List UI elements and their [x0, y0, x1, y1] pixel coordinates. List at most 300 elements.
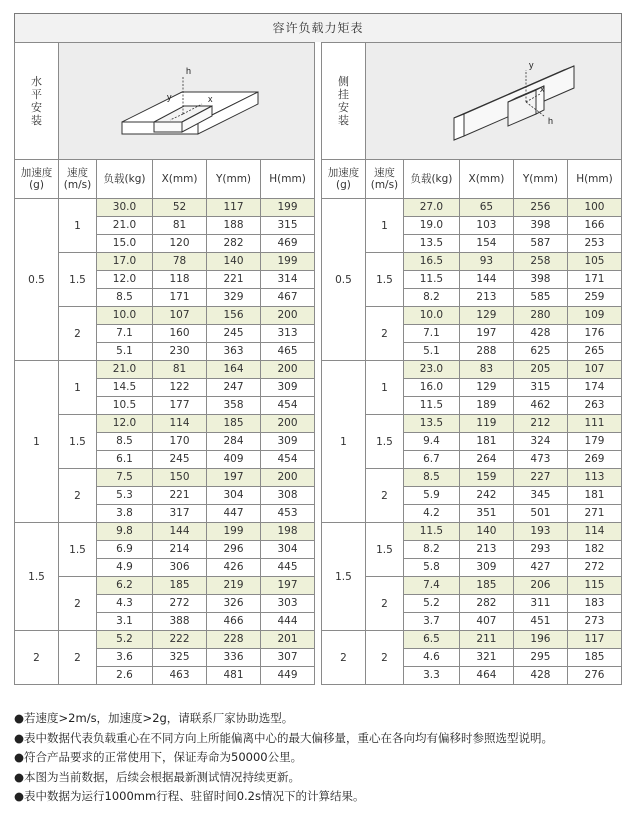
y-cell: 451 — [513, 613, 567, 631]
table-row — [321, 199, 621, 217]
y-cell: 473 — [513, 451, 567, 469]
x-cell: 118 — [153, 271, 207, 289]
y-cell: 428 — [513, 667, 567, 685]
speed-cell: 2 — [365, 631, 403, 685]
x-cell: 245 — [153, 451, 207, 469]
h-cell: 166 — [567, 217, 621, 235]
note-item: ●表中数据为运行1000mm行程、驻留时间0.2s情况下的计算结果。 — [14, 789, 365, 803]
horizontal-mount-table — [14, 42, 315, 685]
load-cell: 11.5 — [403, 397, 459, 415]
y-cell: 227 — [513, 469, 567, 487]
y-cell: 185 — [207, 415, 261, 433]
load-cell: 4.2 — [403, 505, 459, 523]
load-cell: 6.1 — [97, 451, 153, 469]
h-cell: 198 — [261, 523, 315, 541]
x-cell: 171 — [153, 289, 207, 307]
speed-cell: 1 — [59, 361, 97, 415]
h-cell: 303 — [261, 595, 315, 613]
y-cell: 164 — [207, 361, 261, 379]
x-cell: 351 — [459, 505, 513, 523]
y-cell: 462 — [513, 397, 567, 415]
load-cell: 7.5 — [97, 469, 153, 487]
h-cell: 259 — [567, 289, 621, 307]
load-cell: 16.0 — [403, 379, 459, 397]
load-cell: 6.2 — [97, 577, 153, 595]
header-row — [15, 160, 315, 199]
y-cell: 193 — [513, 523, 567, 541]
x-cell: 230 — [153, 343, 207, 361]
h-cell: 199 — [261, 199, 315, 217]
load-cell: 11.5 — [403, 271, 459, 289]
axis-x-label: x — [207, 93, 213, 104]
y-cell: 221 — [207, 271, 261, 289]
y-cell: 409 — [207, 451, 261, 469]
speed-cell: 2 — [365, 577, 403, 631]
speed-cell: 1 — [365, 361, 403, 415]
h-cell: 445 — [261, 559, 315, 577]
x-cell: 129 — [459, 307, 513, 325]
y-cell: 197 — [207, 469, 261, 487]
h-cell: 307 — [261, 649, 315, 667]
h-cell: 181 — [567, 487, 621, 505]
load-cell: 3.7 — [403, 613, 459, 631]
table-title: 容许负载力矩表 — [14, 13, 622, 42]
load-cell: 12.0 — [97, 415, 153, 433]
y-cell: 315 — [513, 379, 567, 397]
y-cell: 426 — [207, 559, 261, 577]
load-cell: 4.3 — [97, 595, 153, 613]
table-row — [321, 523, 621, 541]
h-cell: 117 — [567, 631, 621, 649]
h-cell: 182 — [567, 541, 621, 559]
note-item: ●若速度>2m/s，加速度>2g，请联系厂家协助选型。 — [14, 711, 294, 725]
y-cell: 625 — [513, 343, 567, 361]
speed-cell: 2 — [59, 577, 97, 631]
load-cell: 8.2 — [403, 541, 459, 559]
x-cell: 120 — [153, 235, 207, 253]
x-cell: 189 — [459, 397, 513, 415]
x-cell: 282 — [459, 595, 513, 613]
y-cell: 358 — [207, 397, 261, 415]
y-cell: 258 — [513, 253, 567, 271]
h-cell: 200 — [261, 307, 315, 325]
h-cell: 265 — [567, 343, 621, 361]
horizontal-rail-icon — [62, 44, 312, 156]
accel-cell: 2 — [15, 631, 59, 685]
load-cell: 15.0 — [97, 235, 153, 253]
side-table-body — [321, 199, 621, 685]
x-cell: 211 — [459, 631, 513, 649]
y-cell: 345 — [513, 487, 567, 505]
header-load: 负载(kg) — [97, 160, 153, 199]
x-cell: 81 — [153, 217, 207, 235]
speed-cell: 1.5 — [59, 253, 97, 307]
load-cell: 5.9 — [403, 487, 459, 505]
load-cell: 7.4 — [403, 577, 459, 595]
load-cell: 8.5 — [403, 469, 459, 487]
y-cell: 428 — [513, 325, 567, 343]
load-cell: 19.0 — [403, 217, 459, 235]
h-cell: 174 — [567, 379, 621, 397]
accel-cell: 0.5 — [15, 199, 59, 361]
axis-h-label: h — [548, 115, 554, 126]
load-cell: 6.9 — [97, 541, 153, 559]
y-cell: 245 — [207, 325, 261, 343]
table-row — [321, 415, 621, 433]
load-cell: 7.1 — [403, 325, 459, 343]
y-cell: 140 — [207, 253, 261, 271]
x-cell: 78 — [153, 253, 207, 271]
accel-cell: 1.5 — [15, 523, 59, 631]
load-cell: 13.5 — [403, 235, 459, 253]
x-cell: 214 — [153, 541, 207, 559]
h-cell: 304 — [261, 541, 315, 559]
accel-cell: 1.5 — [321, 523, 365, 631]
y-cell: 206 — [513, 577, 567, 595]
y-cell: 427 — [513, 559, 567, 577]
load-cell: 8.5 — [97, 289, 153, 307]
y-cell: 247 — [207, 379, 261, 397]
header-row — [321, 160, 621, 199]
x-cell: 185 — [459, 577, 513, 595]
load-cell: 5.8 — [403, 559, 459, 577]
header-h: H(mm) — [567, 160, 621, 199]
load-cell: 9.4 — [403, 433, 459, 451]
h-cell: 309 — [261, 379, 315, 397]
y-cell: 199 — [207, 523, 261, 541]
y-cell: 501 — [513, 505, 567, 523]
load-cell: 3.1 — [97, 613, 153, 631]
load-cell: 21.0 — [97, 217, 153, 235]
y-cell: 296 — [207, 541, 261, 559]
y-cell: 188 — [207, 217, 261, 235]
x-cell: 114 — [153, 415, 207, 433]
y-cell: 293 — [513, 541, 567, 559]
x-cell: 317 — [153, 505, 207, 523]
side-mount-diagram — [365, 43, 621, 160]
h-cell: 199 — [261, 253, 315, 271]
load-cell: 8.5 — [97, 433, 153, 451]
note-item: ●符合产品要求的正常使用下，保证寿命为50000公里。 — [14, 750, 303, 764]
speed-cell: 2 — [365, 469, 403, 523]
horizontal-mount-diagram — [59, 43, 315, 160]
y-cell: 284 — [207, 433, 261, 451]
x-cell: 272 — [153, 595, 207, 613]
h-cell: 309 — [261, 433, 315, 451]
x-cell: 222 — [153, 631, 207, 649]
header-load: 负载(kg) — [403, 160, 459, 199]
h-cell: 115 — [567, 577, 621, 595]
tables-container — [14, 42, 622, 685]
load-cell: 5.2 — [403, 595, 459, 613]
axis-x-label: x — [540, 83, 545, 94]
load-cell: 5.1 — [97, 343, 153, 361]
speed-cell: 2 — [59, 469, 97, 523]
table-row — [15, 577, 315, 595]
y-cell: 196 — [513, 631, 567, 649]
h-cell: 465 — [261, 343, 315, 361]
load-cell: 10.5 — [97, 397, 153, 415]
mount-label-cell — [321, 43, 365, 160]
h-cell: 100 — [567, 199, 621, 217]
h-cell: 276 — [567, 667, 621, 685]
h-cell: 176 — [567, 325, 621, 343]
table-row — [15, 307, 315, 325]
note-item: ●本图为当前数据，后续会根据最新测试情况持续更新。 — [14, 769, 301, 784]
axis-h-label: h — [185, 65, 191, 76]
table-row — [321, 577, 621, 595]
h-cell: 314 — [261, 271, 315, 289]
h-cell: 273 — [567, 613, 621, 631]
axis-y-label: y — [166, 91, 172, 102]
y-cell: 329 — [207, 289, 261, 307]
header-speed: 速度 (m/s) — [365, 160, 403, 199]
speed-cell: 1.5 — [365, 415, 403, 469]
load-cell: 12.0 — [97, 271, 153, 289]
h-cell: 444 — [261, 613, 315, 631]
h-cell: 105 — [567, 253, 621, 271]
y-cell: 466 — [207, 613, 261, 631]
h-cell: 200 — [261, 415, 315, 433]
h-cell: 454 — [261, 451, 315, 469]
h-cell: 271 — [567, 505, 621, 523]
h-cell: 185 — [567, 649, 621, 667]
load-cell: 13.5 — [403, 415, 459, 433]
h-cell: 253 — [567, 235, 621, 253]
load-cell: 5.1 — [403, 343, 459, 361]
x-cell: 309 — [459, 559, 513, 577]
load-cell: 17.0 — [97, 253, 153, 271]
y-cell: 587 — [513, 235, 567, 253]
load-cell: 3.6 — [97, 649, 153, 667]
x-cell: 185 — [153, 577, 207, 595]
load-cell: 9.8 — [97, 523, 153, 541]
x-cell: 140 — [459, 523, 513, 541]
y-cell: 447 — [207, 505, 261, 523]
h-cell: 171 — [567, 271, 621, 289]
note-item: ●表中数据代表负载重心在不同方向上所能偏离中心的最大偏移量，重心在各向均有偏移时参照选型说明。 — [14, 730, 554, 745]
x-cell: 170 — [153, 433, 207, 451]
load-cell: 6.5 — [403, 631, 459, 649]
x-cell: 288 — [459, 343, 513, 361]
speed-cell: 1.5 — [59, 415, 97, 469]
table-row — [15, 523, 315, 541]
x-cell: 93 — [459, 253, 513, 271]
axis-y-label: y — [529, 59, 534, 70]
mount-label: 水平安装 — [31, 75, 42, 127]
x-cell: 325 — [153, 649, 207, 667]
h-cell: 315 — [261, 217, 315, 235]
y-cell: 228 — [207, 631, 261, 649]
y-cell: 326 — [207, 595, 261, 613]
h-cell: 454 — [261, 397, 315, 415]
h-cell: 200 — [261, 469, 315, 487]
x-cell: 388 — [153, 613, 207, 631]
speed-cell: 1 — [59, 199, 97, 253]
h-cell: 269 — [567, 451, 621, 469]
table-row — [321, 307, 621, 325]
x-cell: 150 — [153, 469, 207, 487]
h-cell: 272 — [567, 559, 621, 577]
load-cell: 23.0 — [403, 361, 459, 379]
speed-cell: 1 — [365, 199, 403, 253]
x-cell: 242 — [459, 487, 513, 505]
speed-cell: 2 — [59, 307, 97, 361]
x-cell: 177 — [153, 397, 207, 415]
y-cell: 295 — [513, 649, 567, 667]
y-cell: 117 — [207, 199, 261, 217]
h-cell: 179 — [567, 433, 621, 451]
x-cell: 103 — [459, 217, 513, 235]
speed-cell: 1.5 — [365, 253, 403, 307]
x-cell: 221 — [153, 487, 207, 505]
x-cell: 463 — [153, 667, 207, 685]
load-cell: 10.0 — [403, 307, 459, 325]
accel-cell: 1 — [15, 361, 59, 523]
h-cell: 308 — [261, 487, 315, 505]
h-cell: 111 — [567, 415, 621, 433]
load-cell: 3.8 — [97, 505, 153, 523]
h-cell: 201 — [261, 631, 315, 649]
side-rail-icon — [368, 44, 618, 156]
table-row — [321, 469, 621, 487]
load-cell: 4.6 — [403, 649, 459, 667]
accel-cell: 1 — [321, 361, 365, 523]
y-cell: 256 — [513, 199, 567, 217]
accel-cell: 0.5 — [321, 199, 365, 361]
y-cell: 282 — [207, 235, 261, 253]
speed-cell: 1.5 — [59, 523, 97, 577]
load-cell: 4.9 — [97, 559, 153, 577]
load-cell: 3.3 — [403, 667, 459, 685]
x-cell: 464 — [459, 667, 513, 685]
h-cell: 107 — [567, 361, 621, 379]
table-row — [15, 253, 315, 271]
x-cell: 144 — [459, 271, 513, 289]
header-accel: 加速度 (g) — [15, 160, 59, 199]
x-cell: 129 — [459, 379, 513, 397]
h-cell: 183 — [567, 595, 621, 613]
x-cell: 159 — [459, 469, 513, 487]
header-y: Y(mm) — [207, 160, 261, 199]
y-cell: 481 — [207, 667, 261, 685]
x-cell: 181 — [459, 433, 513, 451]
table-row — [321, 253, 621, 271]
x-cell: 407 — [459, 613, 513, 631]
h-cell: 200 — [261, 361, 315, 379]
load-cell: 16.5 — [403, 253, 459, 271]
x-cell: 160 — [153, 325, 207, 343]
header-accel: 加速度 (g) — [321, 160, 365, 199]
y-cell: 205 — [513, 361, 567, 379]
h-cell: 109 — [567, 307, 621, 325]
load-cell: 5.2 — [97, 631, 153, 649]
h-cell: 197 — [261, 577, 315, 595]
y-cell: 398 — [513, 217, 567, 235]
speed-cell: 2 — [59, 631, 97, 685]
h-cell: 469 — [261, 235, 315, 253]
x-cell: 81 — [153, 361, 207, 379]
table-row — [321, 361, 621, 379]
load-moment-sheet — [14, 13, 622, 803]
speed-cell: 1.5 — [365, 523, 403, 577]
y-cell: 219 — [207, 577, 261, 595]
x-cell: 197 — [459, 325, 513, 343]
speed-cell: 2 — [365, 307, 403, 361]
x-cell: 144 — [153, 523, 207, 541]
load-cell: 5.3 — [97, 487, 153, 505]
y-cell: 156 — [207, 307, 261, 325]
load-cell: 11.5 — [403, 523, 459, 541]
table-row — [15, 469, 315, 487]
h-cell: 449 — [261, 667, 315, 685]
load-cell: 30.0 — [97, 199, 153, 217]
x-cell: 107 — [153, 307, 207, 325]
y-cell: 336 — [207, 649, 261, 667]
x-cell: 213 — [459, 541, 513, 559]
mount-label: 侧挂安装 — [337, 75, 349, 127]
load-cell: 27.0 — [403, 199, 459, 217]
header-x: X(mm) — [459, 160, 513, 199]
side-mount-table — [321, 42, 622, 685]
x-cell: 213 — [459, 289, 513, 307]
table-row — [15, 631, 315, 649]
h-cell: 313 — [261, 325, 315, 343]
h-cell: 113 — [567, 469, 621, 487]
x-cell: 52 — [153, 199, 207, 217]
load-cell: 8.2 — [403, 289, 459, 307]
mount-label-cell — [15, 43, 59, 160]
y-cell: 398 — [513, 271, 567, 289]
y-cell: 363 — [207, 343, 261, 361]
x-cell: 119 — [459, 415, 513, 433]
header-speed: 速度 (m/s) — [59, 160, 97, 199]
load-cell: 10.0 — [97, 307, 153, 325]
table-row — [15, 361, 315, 379]
accel-cell: 2 — [321, 631, 365, 685]
notes — [14, 709, 553, 807]
x-cell: 264 — [459, 451, 513, 469]
h-cell: 263 — [567, 397, 621, 415]
y-cell: 304 — [207, 487, 261, 505]
h-cell: 453 — [261, 505, 315, 523]
y-cell: 212 — [513, 415, 567, 433]
load-cell: 21.0 — [97, 361, 153, 379]
x-cell: 321 — [459, 649, 513, 667]
x-cell: 122 — [153, 379, 207, 397]
x-cell: 154 — [459, 235, 513, 253]
load-cell: 7.1 — [97, 325, 153, 343]
load-cell: 2.6 — [97, 667, 153, 685]
y-cell: 280 — [513, 307, 567, 325]
table-row — [321, 631, 621, 649]
y-cell: 311 — [513, 595, 567, 613]
y-cell: 585 — [513, 289, 567, 307]
x-cell: 65 — [459, 199, 513, 217]
table-row — [15, 415, 315, 433]
load-cell: 14.5 — [97, 379, 153, 397]
header-y: Y(mm) — [513, 160, 567, 199]
load-cell: 6.7 — [403, 451, 459, 469]
header-x: X(mm) — [153, 160, 207, 199]
y-cell: 324 — [513, 433, 567, 451]
h-cell: 467 — [261, 289, 315, 307]
horizontal-table-body — [15, 199, 315, 685]
x-cell: 306 — [153, 559, 207, 577]
header-h: H(mm) — [261, 160, 315, 199]
h-cell: 114 — [567, 523, 621, 541]
x-cell: 83 — [459, 361, 513, 379]
